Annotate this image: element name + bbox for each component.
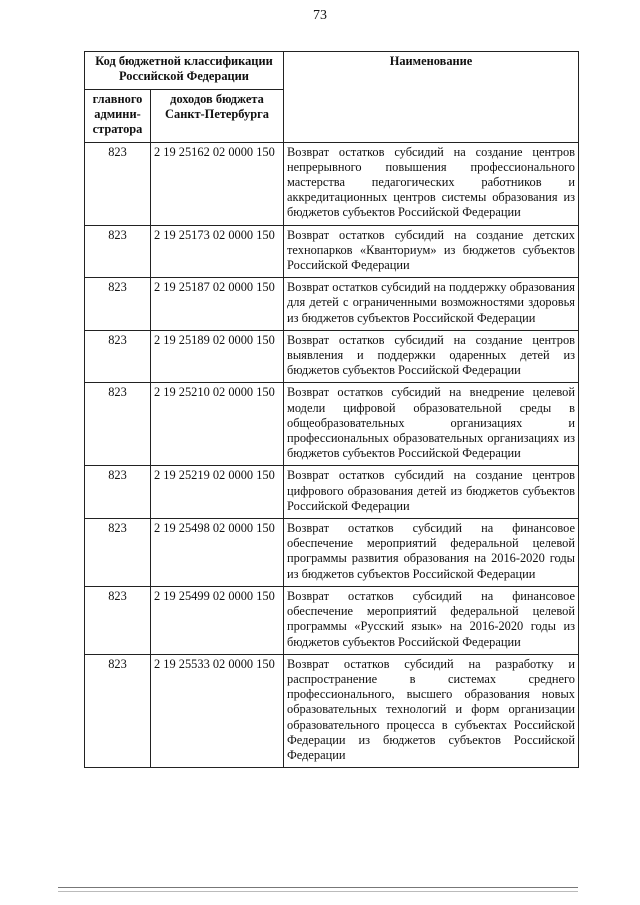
admin-code-cell: 823	[85, 519, 151, 587]
table-row	[85, 654, 579, 767]
header-name: Наименование	[284, 52, 579, 143]
admin-code-cell: 823	[85, 383, 151, 466]
table-row	[85, 142, 579, 225]
income-code-cell: 2 19 25210 02 0000 150	[151, 383, 284, 466]
admin-code-cell: 823	[85, 586, 151, 654]
admin-code-cell: 823	[85, 142, 151, 225]
admin-code-cell: 823	[85, 466, 151, 519]
name-cell: Возврат остатков субсидий на создание детских технопарков «Кванториум» из бюджетов субъектов Российской Федерации	[284, 225, 579, 278]
admin-code-cell: 823	[85, 225, 151, 278]
income-code-cell: 2 19 25189 02 0000 150	[151, 330, 284, 383]
page-number: 73	[313, 8, 327, 23]
budget-classification-table	[84, 51, 579, 768]
income-code-cell: 2 19 25187 02 0000 150	[151, 278, 284, 331]
income-code-cell: 2 19 25162 02 0000 150	[151, 142, 284, 225]
name-cell: Возврат остатков субсидий на создание центров выявления и поддержки одаренных детей из бюджетов субъектов Российской Федерации	[284, 330, 579, 383]
table-row	[85, 466, 579, 519]
income-code-cell: 2 19 25498 02 0000 150	[151, 519, 284, 587]
name-cell: Возврат остатков субсидий на финансовое обеспечение мероприятий федеральной целевой программы развития образования на 2016-2020 годы из бюджетов субъектов Российской Федерации	[284, 519, 579, 587]
header-income: доходов бюджета Санкт-Петербурга	[151, 90, 284, 143]
income-code-cell: 2 19 25533 02 0000 150	[151, 654, 284, 767]
admin-code-cell: 823	[85, 654, 151, 767]
table-row	[85, 225, 579, 278]
name-cell: Возврат остатков субсидий на финансовое обеспечение мероприятий федеральной целевой программы «Русский язык» на 2016-2020 годы из бюджетов субъектов Российской Федерации	[284, 586, 579, 654]
page-bottom-rule	[58, 887, 578, 888]
table-row	[85, 278, 579, 331]
name-cell: Возврат остатков субсидий на создание центров цифрового образования детей из бюджетов субъектов Российской Федерации	[284, 466, 579, 519]
header-admin: главного админи-стратора	[85, 90, 151, 143]
income-code-cell: 2 19 25499 02 0000 150	[151, 586, 284, 654]
name-cell: Возврат остатков субсидий на поддержку образования для детей с ограниченными возможностями здоровья из бюджетов субъектов Российской Федерации	[284, 278, 579, 331]
name-cell: Возврат остатков субсидий на разработку и распространение в системах среднего профессионального, высшего образования новых образовательных технологий и форм организации образовательного процесса в субъектах Российской Федерации из бюджетов субъектов Российской Федерации	[284, 654, 579, 767]
admin-code-cell: 823	[85, 330, 151, 383]
table-row	[85, 519, 579, 587]
page-bottom-rule-secondary	[58, 891, 578, 892]
table-row	[85, 586, 579, 654]
table-row	[85, 383, 579, 466]
table-row	[85, 330, 579, 383]
income-code-cell: 2 19 25219 02 0000 150	[151, 466, 284, 519]
admin-code-cell: 823	[85, 278, 151, 331]
income-code-cell: 2 19 25173 02 0000 150	[151, 225, 284, 278]
header-code-group: Код бюджетной классификации Российской Федерации	[85, 52, 284, 90]
name-cell: Возврат остатков субсидий на создание центров непрерывного повышения профессионального мастерства педагогических работников и аккредитационных центров системы образования из бюджетов субъектов Российской Федерации	[284, 142, 579, 225]
name-cell: Возврат остатков субсидий на внедрение целевой модели цифровой образовательной среды в общеобразовательных организациях и профессиональных образовательных организациях из бюджетов субъектов Российской Федерации	[284, 383, 579, 466]
